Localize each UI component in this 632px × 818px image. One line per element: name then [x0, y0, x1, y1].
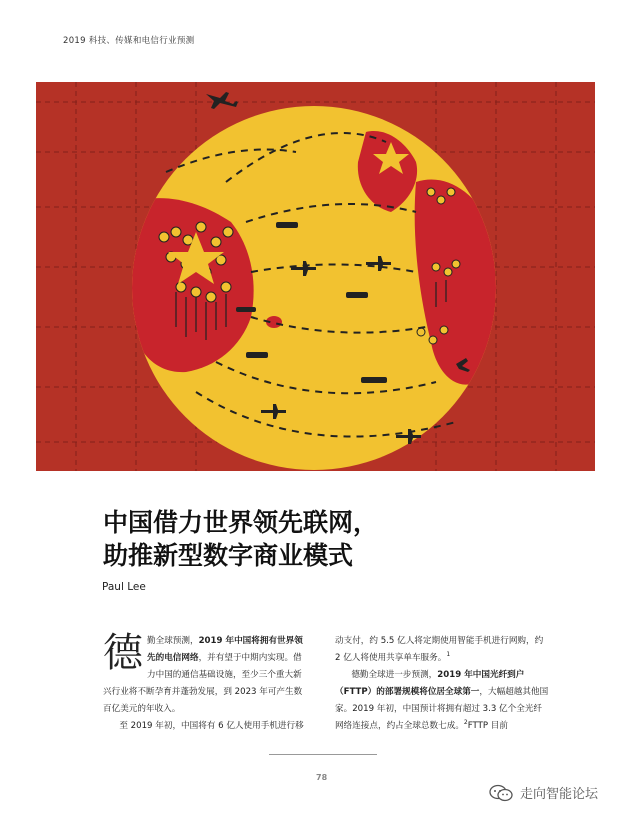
paragraph-1-intro: 勤全球预测，: [147, 636, 199, 646]
watermark: [488, 783, 598, 802]
drop-cap: 德: [103, 630, 143, 676]
globe-illustration: [36, 82, 595, 471]
paragraph-4-tail: FTTP 目前: [467, 721, 508, 731]
article-title-line-2: 助推新型数字商业模式: [103, 541, 354, 570]
article-title: [103, 506, 523, 572]
footnote-ref-2[interactable]: 2: [463, 719, 468, 727]
watermark-text: 走向智能论坛: [520, 787, 599, 802]
body-column-right: [335, 633, 550, 735]
wechat-official-account-icon: [488, 784, 514, 802]
paragraph-4-rest: ，大幅超越其他国家。2019 年初，中国预计将拥有超过 3.3 亿个全光纤网络连接点，约占全球总数七成。: [335, 687, 549, 731]
paragraph-4-intro: 德勤全球进一步预测，: [351, 670, 438, 680]
paragraph-1-highlight: 2019 年中国将拥有世界领先的电信网络: [147, 636, 303, 663]
paragraph-1-rest: ，并有望于中期内实现。借力中国的通信基础设施，至少三个重大新兴行业将不断孕育并蓬勃发展，到 2023 年可产生数百亿美元的年收入。: [103, 653, 303, 714]
paragraph-2: 至 2019 年初，中国将有 6 亿人使用手机进行移: [119, 721, 304, 731]
footnote-ref-1[interactable]: 1: [446, 651, 451, 659]
running-header: 2019 科技、传媒和电信行业预测: [63, 36, 195, 46]
body-column-left: [103, 630, 308, 735]
paragraph-4: [335, 667, 550, 735]
page-number: 78: [316, 773, 328, 782]
article-title-line-1: 中国借力世界领先联网，: [103, 508, 379, 537]
paragraph-1: [103, 630, 308, 718]
globe-china-network-icon: [36, 82, 595, 471]
paragraph-4-highlight: 2019 年中国光纤到户（FTTP）的部署规模将位居全球第一: [335, 670, 525, 697]
article-author: Paul Lee: [102, 581, 146, 593]
footer-divider: [269, 754, 377, 755]
paragraph-3-text: 动支付，约 5.5 亿人将定期使用智能手机进行网购，约 2 亿人将使用共享单车服务。: [335, 636, 544, 663]
paragraph-3: [335, 633, 550, 667]
